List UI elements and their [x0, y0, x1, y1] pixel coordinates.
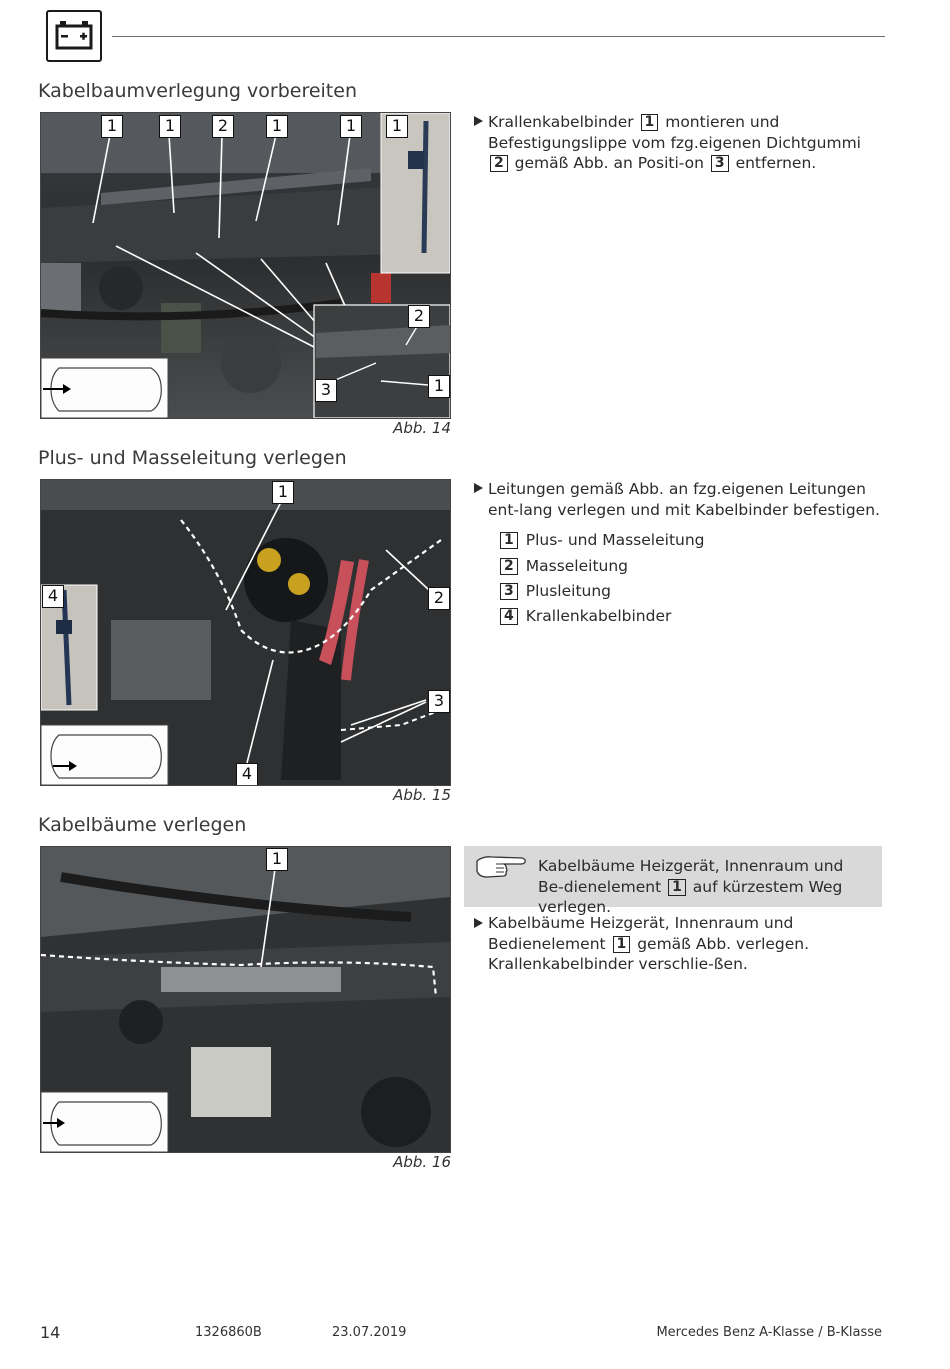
callout-1: 1 — [101, 115, 123, 138]
section-title-3: Kabelbäume verlegen — [38, 814, 247, 836]
callout-1: 1 — [428, 375, 450, 398]
section-title-1: Kabelbaumverlegung vorbereiten — [38, 80, 357, 102]
ref-number: 3 — [711, 155, 729, 172]
callout-1: 1 — [266, 115, 288, 138]
instruction-text-1: Krallenkabelbinder 1 montieren und Befestigungslippe vom fzg.eigenen Dichtgummi 2 gemäß Abb. an Positi-on 3 entfernen. — [488, 113, 861, 172]
bullet-arrow-icon — [474, 116, 483, 126]
figure-caption: Abb. 15 — [393, 786, 451, 804]
doc-date: 23.07.2019 — [332, 1325, 407, 1340]
ref-number: 2 — [500, 558, 518, 575]
callout-1: 1 — [266, 848, 288, 871]
figure-abb-16 — [40, 846, 451, 1153]
callout-2: 2 — [428, 587, 450, 610]
doc-number: 1326860B — [195, 1325, 262, 1340]
legend-item: 1 Plus- und Masseleitung — [498, 531, 705, 553]
vehicle-model: Mercedes Benz A-Klasse / B-Klasse — [656, 1325, 882, 1340]
figure-caption: Abb. 16 — [393, 1153, 451, 1171]
callout-2: 2 — [408, 305, 430, 328]
ref-number: 2 — [490, 155, 508, 172]
callout-3: 3 — [428, 690, 450, 713]
figure-caption: Abb. 14 — [393, 419, 451, 437]
figure-abb-15 — [40, 479, 451, 786]
instruction-text-2: Leitungen gemäß Abb. an fzg.eigenen Leitungen ent-lang verlegen und mit Kabelbinder befestigen. — [488, 480, 880, 519]
bullet-arrow-icon — [474, 918, 483, 928]
battery-icon — [46, 10, 102, 62]
header-rule — [112, 36, 885, 37]
bullet-arrow-icon — [474, 483, 483, 493]
ref-number: 1 — [613, 936, 631, 953]
legend-item: 2 Masseleitung — [498, 557, 628, 579]
callout-2: 2 — [212, 115, 234, 138]
ref-number: 3 — [500, 583, 518, 600]
pointing-hand-icon — [474, 853, 528, 885]
ref-number: 1 — [500, 532, 518, 549]
callout-1: 1 — [159, 115, 181, 138]
page-number: 14 — [40, 1323, 61, 1342]
ref-number: 1 — [668, 879, 686, 896]
ref-number: 1 — [641, 114, 659, 131]
figure-abb-14 — [40, 112, 451, 419]
legend-item: 3 Plusleitung — [498, 582, 611, 604]
callout-1: 1 — [340, 115, 362, 138]
callout-4: 4 — [236, 763, 258, 786]
callout-4: 4 — [42, 585, 64, 608]
callout-3: 3 — [315, 379, 337, 402]
instruction-text-3: Kabelbäume Heizgerät, Innenraum und Bedienelement 1 gemäß Abb. verlegen. Krallenkabelbinder verschlie-ßen. — [488, 914, 810, 973]
legend-item: 4 Krallenkabelbinder — [498, 607, 671, 629]
callout-1: 1 — [272, 481, 294, 504]
ref-number: 4 — [500, 608, 518, 625]
callout-1: 1 — [386, 115, 408, 138]
section-title-2: Plus- und Masseleitung verlegen — [38, 447, 347, 469]
note-text: Kabelbäume Heizgerät, Innenraum und Be-dienelement 1 auf kürzestem Weg verlegen. — [538, 857, 844, 916]
